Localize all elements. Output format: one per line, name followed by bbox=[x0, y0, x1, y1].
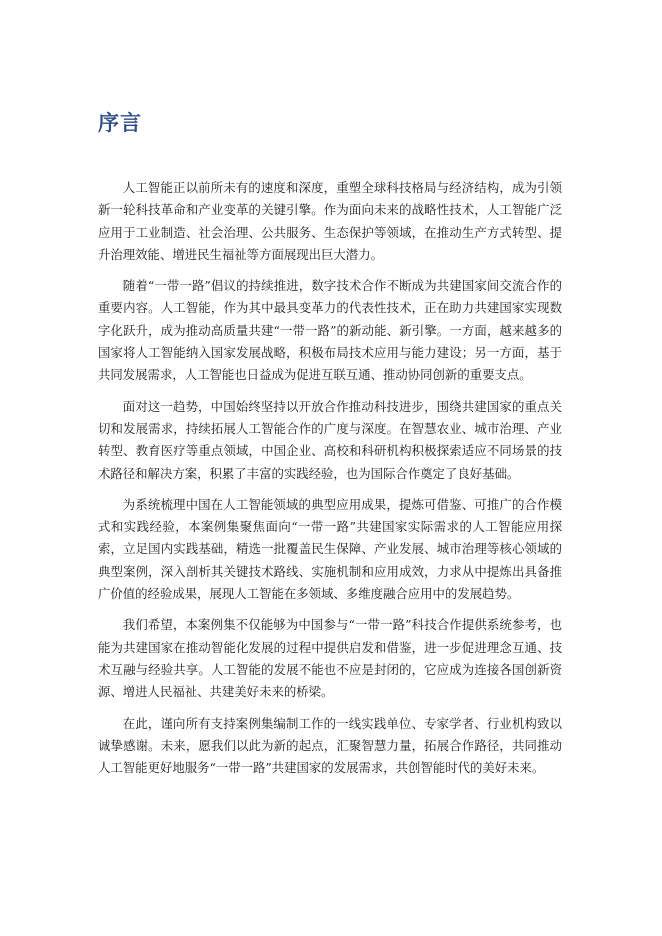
preface-body bbox=[98, 177, 562, 788]
paragraph-3: 面对这一趋势，中国始终坚持以开放合作推动科技进步，围绕共建国家的重点关切和发展需求，持续拓展人工智能合作的广度与深度。在智慧农业、城市治理、产业转型、教育医疗等重点领域，中国企业、高校和科研机构积极探索适应不同场景的技术路径和解决方案，积累了丰富的实践经验，也为国际合作奠定了良好基础。 bbox=[98, 398, 562, 481]
paragraph-2: 随着“一带一路”倡议的持续推进，数字技术合作不断成为共建国家间交流合作的重要内容。人工智能，作为其中最具变革力的代表性技术，正在助力共建国家实现数字化跃升，成为推动高质量共建“一带一路”的新动能、新引擎。一方面，越来越多的国家将人工智能纳入国家发展战略，积极布局技术应用与能力建设；另一方面，基于共同发展需求，人工智能也日益成为促进互联互通、推动协同创新的重要支点。 bbox=[98, 278, 562, 383]
paragraph-4: 为系统梳理中国在人工智能领域的典型应用成果，提炼可借鉴、可推广的合作模式和实践经验，本案例集聚焦面向“一带一路”共建国家实际需求的人工智能应用探索，立足国内实践基础，精选一批覆盖民生保障、产业发展、城市治理等核心领域的典型案例，深入剖析其关键技术路线、实施机制和应用成效，力求从中提炼出具备推广价值的经验成果，展现人工智能在多领域、多维度融合应用中的发展趋势。 bbox=[98, 496, 562, 602]
page-title: 序言 bbox=[98, 110, 142, 135]
paragraph-1: 人工智能正以前所未有的速度和深度，重塑全球科技格局与经济结构，成为引领新一轮科技革命和产业变革的关键引擎。作为面向未来的战略性技术，人工智能广泛应用于工业制造、社会治理、公共服务、生态保护等领域，在推动生产方式转型、提升治理效能、增进民生福祉等方面展现出巨大潜力。 bbox=[98, 180, 562, 262]
paragraph-5: 我们希望，本案例集不仅能够为中国参与“一带一路”科技合作提供系统参考，也能为共建国家在推动智能化发展的过程中提供启发和借鉴，进一步促进理念互通、技术互融与经验共享。人工智能的发展不能也不应是封闭的，它应成为连接各国创新资源、增进人民福祉、共建美好未来的桥梁。 bbox=[98, 617, 562, 700]
paragraph-6: 在此，谨向所有支持案例集编制工作的一线实践单位、专家学者、行业机构致以诚挚感谢。未来，愿我们以此为新的起点，汇聚智慧力量，拓展合作路径，共同推动人工智能更好地服务“一带一路”共建国家的发展需求，共创智能时代的美好未来。 bbox=[98, 715, 562, 776]
